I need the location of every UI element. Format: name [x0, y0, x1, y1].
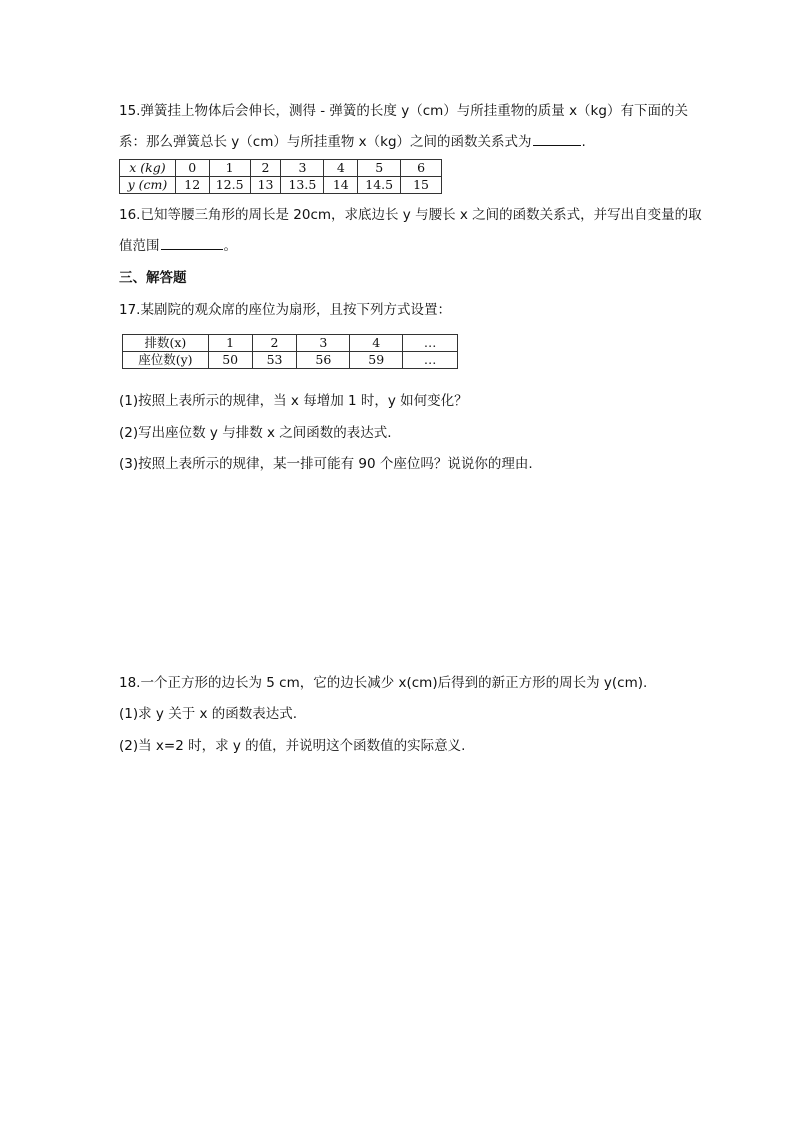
q15-line1: 15.弹簧挂上物体后会伸长，测得 - 弹簧的长度 y（cm）与所挂重物的质量 x（kg）有下面的关 — [119, 103, 688, 119]
q18-part1: (1)求 y 关于 x 的函数表达式. — [119, 706, 298, 722]
table-cell: 53 — [252, 352, 297, 369]
table-cell: 13 — [250, 177, 281, 194]
q16-line1: 16.已知等腰三角形的周长是 20cm，求底边长 y 与腰长 x 之间的函数关系式，并写出自变量的取 — [119, 207, 702, 223]
table-cell: 12.5 — [209, 177, 250, 194]
table-cell: 56 — [297, 352, 350, 369]
table-cell: 50 — [208, 352, 252, 369]
q17-table-row-header: 排数(x) — [123, 335, 209, 352]
q15-table-x-header: x (kg) — [120, 160, 176, 177]
q16-line2 — [119, 235, 237, 256]
table-cell: 2 — [252, 335, 297, 352]
q15-line2-text: 系：那么弹簧总长 y（cm）与所挂重物 x（kg）之间的函数关系式为 — [119, 134, 532, 150]
table-row — [120, 177, 442, 194]
table-cell: … — [403, 352, 458, 369]
table-row — [123, 352, 458, 369]
q17-part3: (3)按照上表所示的规律，某一排可能有 90 个座位吗？说说你的理由. — [119, 456, 533, 472]
table-cell: 4 — [324, 160, 358, 177]
table-cell: 14 — [324, 177, 358, 194]
table-cell: 0 — [175, 160, 209, 177]
table-cell: 2 — [250, 160, 281, 177]
q16-line2-end: 。 — [223, 238, 237, 254]
table-cell: 12 — [175, 177, 209, 194]
q18-intro: 18.一个正方形的边长为 5 cm，它的边长减少 x(cm)后得到的新正方形的周长为 y(cm). — [119, 675, 648, 691]
section-title: 三、解答题 — [119, 270, 187, 286]
q15-line2 — [119, 131, 586, 152]
table-row — [123, 335, 458, 352]
q15-line2-end: . — [581, 134, 586, 150]
table-cell: 1 — [208, 335, 252, 352]
table-cell: … — [403, 335, 458, 352]
q17-part2: (2)写出座位数 y 与排数 x 之间函数的表达式. — [119, 425, 392, 441]
q16-answer-blank — [161, 235, 223, 250]
table-cell: 13.5 — [281, 177, 324, 194]
q17-table-seat-header: 座位数(y) — [123, 352, 209, 369]
table-cell: 3 — [281, 160, 324, 177]
q17-seat-table — [122, 334, 458, 369]
table-cell: 14.5 — [358, 177, 401, 194]
q17-part1: (1)按照上表所示的规律，当 x 每增加 1 时，y 如何变化？ — [119, 393, 468, 409]
table-cell: 59 — [350, 352, 403, 369]
table-cell: 5 — [358, 160, 401, 177]
q15-table-y-header: y (cm) — [120, 177, 176, 194]
table-cell: 6 — [401, 160, 442, 177]
table-cell: 15 — [401, 177, 442, 194]
table-row — [120, 160, 442, 177]
q15-answer-blank — [533, 131, 581, 146]
q16-line2-text: 值范围 — [119, 238, 160, 254]
q17-intro: 17.某剧院的观众席的座位为扇形，且按下列方式设置： — [119, 302, 451, 318]
q18-part2: (2)当 x=2 时，求 y 的值，并说明这个函数值的实际意义. — [119, 738, 466, 754]
table-cell: 4 — [350, 335, 403, 352]
q15-spring-table — [119, 159, 442, 194]
table-cell: 1 — [209, 160, 250, 177]
table-cell: 3 — [297, 335, 350, 352]
